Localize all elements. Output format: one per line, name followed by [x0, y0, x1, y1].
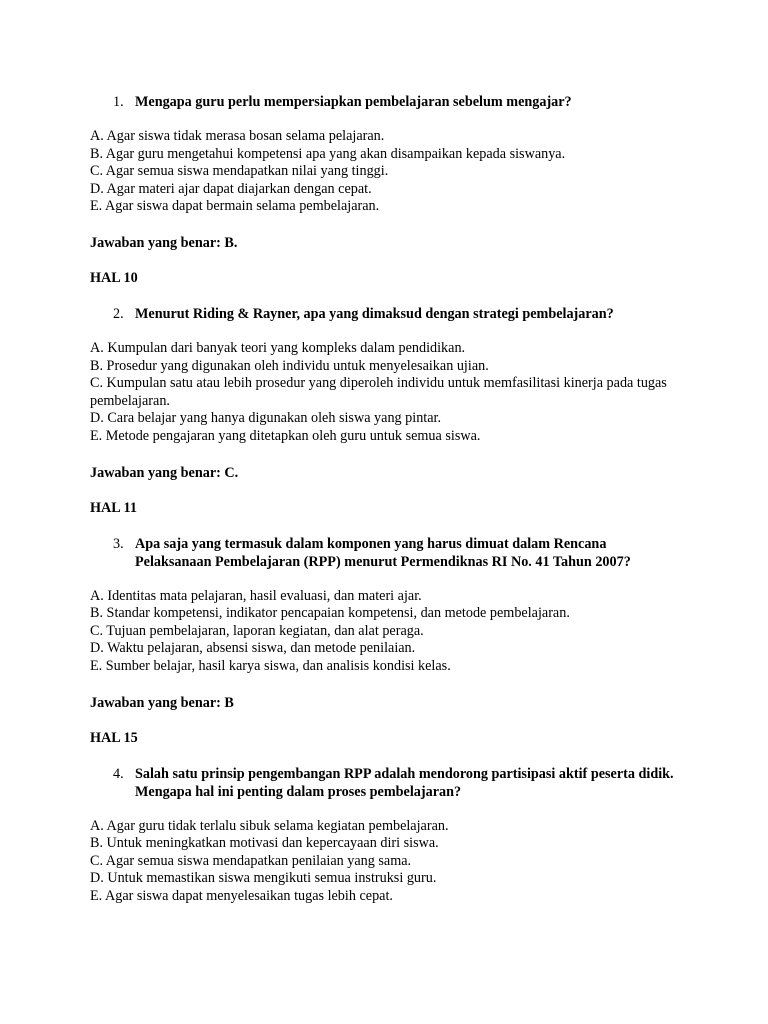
option-e: E. Agar siswa dapat bermain selama pembelajaran.: [90, 198, 380, 215]
correct-answer: Jawaban yang benar: B: [90, 694, 234, 711]
option-c: C. Kumpulan satu atau lebih prosedur yang diperoleh individu untuk memfasilitasi kinerja pada tugas pembelajaran.: [90, 375, 667, 409]
question-text: Apa saja yang termasuk dalam komponen yang harus dimuat dalam Rencana Pelaksanaan Pembelajaran (RPP) menurut Permendiknas RI No. 41 Tahun 2007?: [135, 535, 631, 570]
option-d: D. Untuk memastikan siswa mengikuti semua instruksi guru.: [90, 870, 437, 887]
option-a: A. Kumpulan dari banyak teori yang kompleks dalam pendidikan.: [90, 339, 466, 356]
question-number: 2.: [113, 305, 124, 322]
document-page: [90, 93, 680, 905]
option-c: C. Tujuan pembelajaran, laporan kegiatan, dan alat peraga.: [90, 622, 424, 639]
question-number: 1.: [113, 94, 124, 110]
option-a: A. Agar guru tidak terlalu sibuk selama kegiatan pembelajaran.: [90, 817, 449, 834]
question-4: [90, 765, 680, 801]
options-list: [90, 128, 680, 216]
option-b: B. Agar guru mengetahui kompetensi apa yang akan disampaikan kepada siswanya.: [90, 145, 566, 162]
question-text: Salah satu prinsip pengembangan RPP adalah mendorong partisipasi aktif peserta didik. Mengapa hal ini penting dalam proses pembelajaran?: [135, 765, 674, 800]
option-d: D. Cara belajar yang hanya digunakan oleh siswa yang pintar.: [90, 410, 442, 427]
page-reference: HAL 10: [90, 269, 138, 286]
option-b: B. Prosedur yang digunakan oleh individu untuk menyelesaikan ujian.: [90, 357, 489, 374]
question-text: Menurut Riding & Rayner, apa yang dimaksud dengan strategi pembelajaran?: [135, 305, 614, 322]
option-b: B. Untuk meningkatkan motivasi dan kepercayaan diri siswa.: [90, 835, 439, 852]
option-b: B. Standar kompetensi, indikator pencapaian kompetensi, dan metode pembelajaran.: [90, 605, 570, 622]
option-a: A. Identitas mata pelajaran, hasil evaluasi, dan materi ajar.: [90, 587, 422, 604]
options-list: [90, 340, 680, 446]
options-list: [90, 818, 680, 906]
option-d: D. Agar materi ajar dapat diajarkan dengan cepat.: [90, 180, 372, 197]
option-a: A. Agar siswa tidak merasa bosan selama pelajaran.: [90, 128, 385, 144]
option-d: D. Waktu pelajaran, absensi siswa, dan metode penilaian.: [90, 640, 416, 657]
question-3: [90, 535, 680, 571]
page-reference: HAL 11: [90, 499, 137, 516]
correct-answer: Jawaban yang benar: C.: [90, 464, 239, 481]
page-reference: HAL 15: [90, 729, 138, 746]
option-e: E. Agar siswa dapat menyelesaikan tugas lebih cepat.: [90, 887, 393, 904]
correct-answer: Jawaban yang benar: B.: [90, 234, 238, 251]
option-c: C. Agar semua siswa mendapatkan nilai yang tinggi.: [90, 163, 389, 180]
options-list: [90, 588, 680, 676]
question-number: 3.: [113, 535, 124, 552]
question-text: Mengapa guru perlu mempersiapkan pembelajaran sebelum mengajar?: [135, 94, 572, 110]
option-e: E. Sumber belajar, hasil karya siswa, dan analisis kondisi kelas.: [90, 657, 451, 674]
question-1: [90, 93, 680, 111]
question-2: [90, 305, 680, 323]
option-c: C. Agar semua siswa mendapatkan penilaian yang sama.: [90, 852, 412, 869]
option-e: E. Metode pengajaran yang ditetapkan oleh guru untuk semua siswa.: [90, 427, 481, 444]
question-number: 4.: [113, 765, 124, 782]
